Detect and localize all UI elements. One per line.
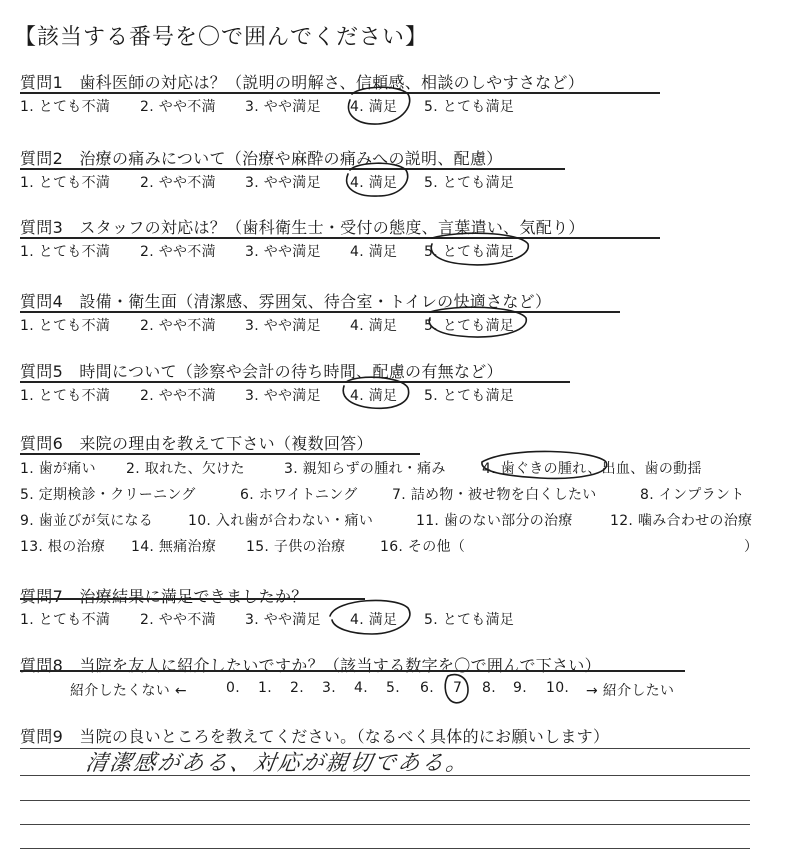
q4-option-3[interactable]: 3. やや満足: [245, 318, 321, 334]
q8-scale-6[interactable]: 6.: [420, 680, 434, 696]
q8-scale-1[interactable]: 1.: [258, 680, 272, 696]
q3-option-4[interactable]: 4. 満足: [350, 244, 398, 260]
q1-option-5[interactable]: 5. とても満足: [424, 99, 515, 115]
q6-reason-15[interactable]: 15. 子供の治療: [246, 539, 346, 555]
q8-scale-0[interactable]: 0.: [226, 680, 240, 696]
q6-other-close-paren: ）: [744, 539, 759, 555]
q8-scale-4[interactable]: 4.: [354, 680, 368, 696]
question-4-underline: [20, 311, 620, 313]
page-title: 【該当する番号を〇で囲んでください】: [14, 25, 429, 50]
q8-scale-3[interactable]: 3.: [322, 680, 336, 696]
q8-scale-7[interactable]: 7: [453, 680, 463, 696]
question-7-underline: [20, 598, 365, 600]
q8-scale-2[interactable]: 2.: [290, 680, 304, 696]
q8-scale-9[interactable]: 9.: [513, 680, 527, 696]
question-7: 質問7 治療結果に満足できましたか？: [20, 587, 308, 606]
q5-option-1[interactable]: 1. とても不満: [20, 388, 111, 404]
q9-handwritten-answer[interactable]: 清潔感がある、対応が親切である。: [83, 751, 472, 776]
q3-option-3[interactable]: 3. やや満足: [245, 244, 321, 260]
q7-option-1[interactable]: 1. とても不満: [20, 612, 111, 628]
q1-option-4[interactable]: 4. 満足: [350, 99, 398, 115]
q6-reason-12[interactable]: 12. 噛み合わせの治療: [610, 513, 753, 529]
question-6: 質問6 来院の理由を教えて下さい（複数回答）: [20, 434, 373, 453]
q6-reason-4[interactable]: 4. 歯ぐきの腫れ、出血、歯の動揺: [482, 461, 702, 477]
question-5-underline: [20, 381, 570, 383]
q6-reason-2[interactable]: 2. 取れた、欠けた: [126, 461, 245, 477]
question-4: 質問4 設備・衛生面（清潔感、雰囲気、待合室・トイレの快適さなど）: [20, 292, 552, 311]
q6-reason-1[interactable]: 1. 歯が痛い: [20, 461, 96, 477]
q7-option-3[interactable]: 3. やや満足: [245, 612, 321, 628]
q1-option-2[interactable]: 2. やや不満: [140, 99, 216, 115]
q8-left-label: 紹介したくない ←: [70, 683, 187, 699]
question-3: 質問3 スタッフの対応は？（歯科衛生士・受付の態度、言葉遣い、気配り）: [20, 218, 585, 237]
q6-reason-11[interactable]: 11. 歯のない部分の治療: [416, 513, 573, 529]
q6-reason-13[interactable]: 13. 根の治療: [20, 539, 106, 555]
question-5: 質問5 時間について（診察や会計の待ち時間、配慮の有無など）: [20, 362, 503, 381]
q3-option-5[interactable]: 5. とても満足: [424, 244, 515, 260]
q4-option-2[interactable]: 2. やや不満: [140, 318, 216, 334]
q5-option-2[interactable]: 2. やや不満: [140, 388, 216, 404]
q2-option-2[interactable]: 2. やや不満: [140, 175, 216, 191]
question-8: 質問8 当院を友人に紹介したいですか？（該当する数字を〇で囲んで下さい）: [20, 656, 601, 675]
q6-reason-5[interactable]: 5. 定期検診・クリーニング: [20, 487, 196, 503]
q6-reason-6[interactable]: 6. ホワイトニング: [240, 487, 358, 503]
answer-line-4: [20, 824, 750, 825]
q2-option-4[interactable]: 4. 満足: [350, 175, 398, 191]
question-8-underline: [20, 670, 685, 672]
q6-reason-16[interactable]: 16. その他（: [380, 539, 466, 555]
q8-scale-5[interactable]: 5.: [386, 680, 400, 696]
q6-reason-7[interactable]: 7. 詰め物・被せ物を白くしたい: [392, 487, 597, 503]
question-1: 質問1 歯科医師の対応は？（説明の明解さ、信頼感、相談のしやすさなど）: [20, 73, 585, 92]
q5-option-5[interactable]: 5. とても満足: [424, 388, 515, 404]
question-2: 質問2 治療の痛みについて（治療や麻酔の痛みへの説明、配慮）: [20, 149, 503, 168]
q8-scale-8[interactable]: 8.: [482, 680, 496, 696]
q3-option-1[interactable]: 1. とても不満: [20, 244, 111, 260]
question-9: 質問9 当院の良いところを教えてください。（なるべく具体的にお願いします）: [20, 727, 610, 746]
q6-reason-9[interactable]: 9. 歯並びが気になる: [20, 513, 154, 529]
q5-option-3[interactable]: 3. やや満足: [245, 388, 321, 404]
q8-right-label: → 紹介したい: [586, 683, 675, 699]
question-1-underline: [20, 92, 660, 94]
q4-option-5[interactable]: 5. とても満足: [424, 318, 515, 334]
question-2-underline: [20, 168, 565, 170]
q7-option-4[interactable]: 4. 満足: [350, 612, 398, 628]
q6-reason-8[interactable]: 8. インプラント: [640, 487, 745, 503]
q7-option-2[interactable]: 2. やや不満: [140, 612, 216, 628]
q5-option-4[interactable]: 4. 満足: [350, 388, 398, 404]
q2-option-5[interactable]: 5. とても満足: [424, 175, 515, 191]
q6-reason-10[interactable]: 10. 入れ歯が合わない・痛い: [188, 513, 374, 529]
q3-option-2[interactable]: 2. やや不満: [140, 244, 216, 260]
q1-option-3[interactable]: 3. やや満足: [245, 99, 321, 115]
answer-line-2: [20, 775, 750, 776]
q6-reason-14[interactable]: 14. 無痛治療: [131, 539, 217, 555]
q4-option-4[interactable]: 4. 満足: [350, 318, 398, 334]
q8-scale-10[interactable]: 10.: [546, 680, 570, 696]
answer-line-5: [20, 848, 750, 849]
q2-option-1[interactable]: 1. とても不満: [20, 175, 111, 191]
question-6-underline: [20, 453, 420, 455]
q2-option-3[interactable]: 3. やや満足: [245, 175, 321, 191]
q4-option-1[interactable]: 1. とても不満: [20, 318, 111, 334]
q6-reason-3[interactable]: 3. 親知らずの腫れ・痛み: [284, 461, 446, 477]
question-3-underline: [20, 237, 660, 239]
q7-option-5[interactable]: 5. とても満足: [424, 612, 515, 628]
answer-line-3: [20, 800, 750, 801]
q1-option-1[interactable]: 1. とても不満: [20, 99, 111, 115]
